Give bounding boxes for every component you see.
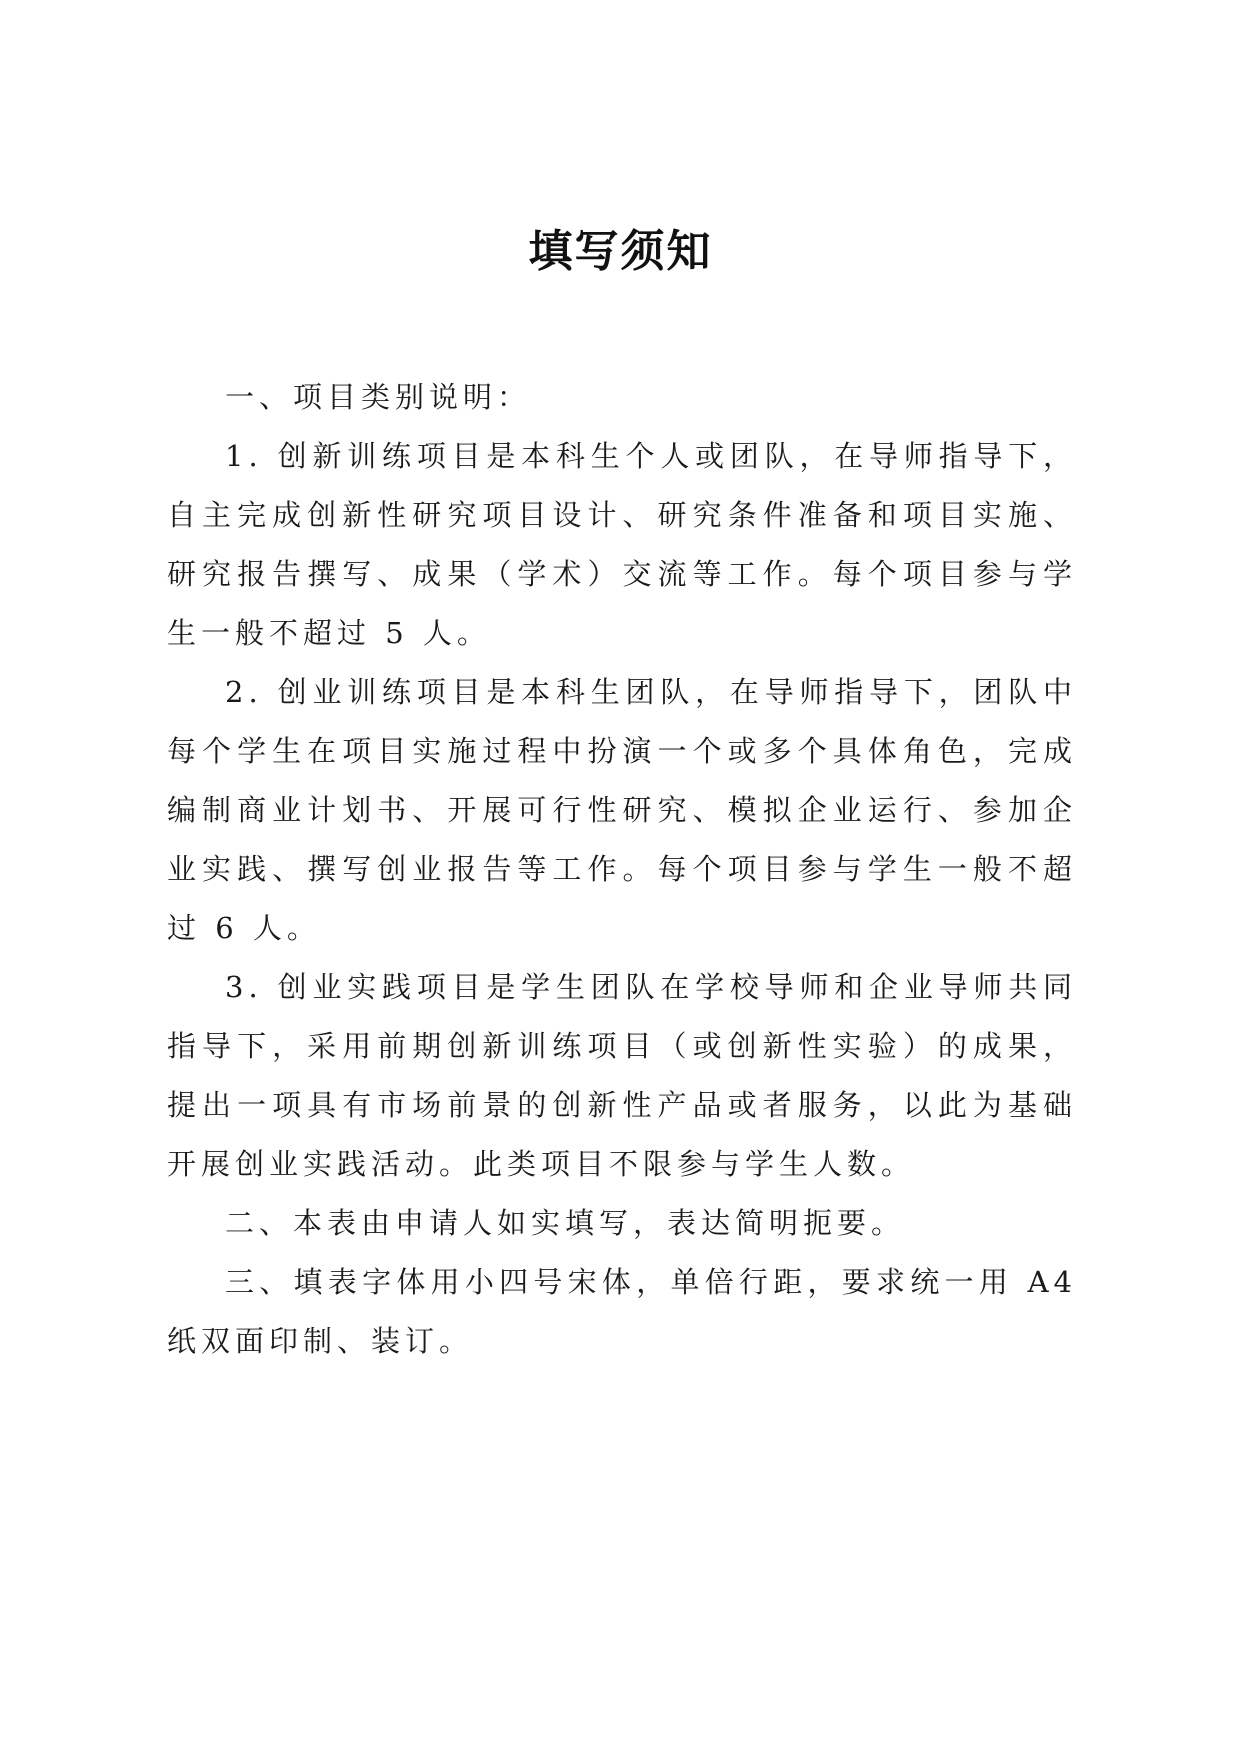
paragraph-font-format: 三、填表字体用小四号宋体，单倍行距，要求统一用 A4 纸双面印制、装订。 [167,1265,1077,1358]
paragraph-entrepreneurship-training: 2. 创业训练项目是本科生团队，在导师指导下，团队中每个学生在项目实施过程中扮演一个或多个具体角色，完成编制商业计划书、开展可行性研究、模拟企业运行、参加企业实践、撰写创业报告等工作。每个项目参与学生一般不超过 6 人。 [167,675,1077,945]
paragraph-entrepreneurship-practice: 3. 创业实践项目是学生团队在学校导师和企业导师共同指导下，采用前期创新训练项目（或创新性实验）的成果，提出一项具有市场前景的创新性产品或者服务，以此为基础开展创业实践活动。此类项目不限参与学生人数。 [167,970,1077,1181]
instructions-body [167,368,1077,1371]
page-title: 填写须知 [528,226,713,277]
paragraph-innovation-training: 1. 创新训练项目是本科生个人或团队，在导师指导下，自主完成创新性研究项目设计、研究条件准备和项目实施、研究报告撰写、成果（学术）交流等工作。每个项目参与学生一般不超过 5 人。 [167,439,1077,650]
paragraph-fill-truthfully: 二、本表由申请人如实填写，表达简明扼要。 [225,1206,906,1240]
section-heading-project-categories: 一、项目类别说明： [225,380,532,414]
